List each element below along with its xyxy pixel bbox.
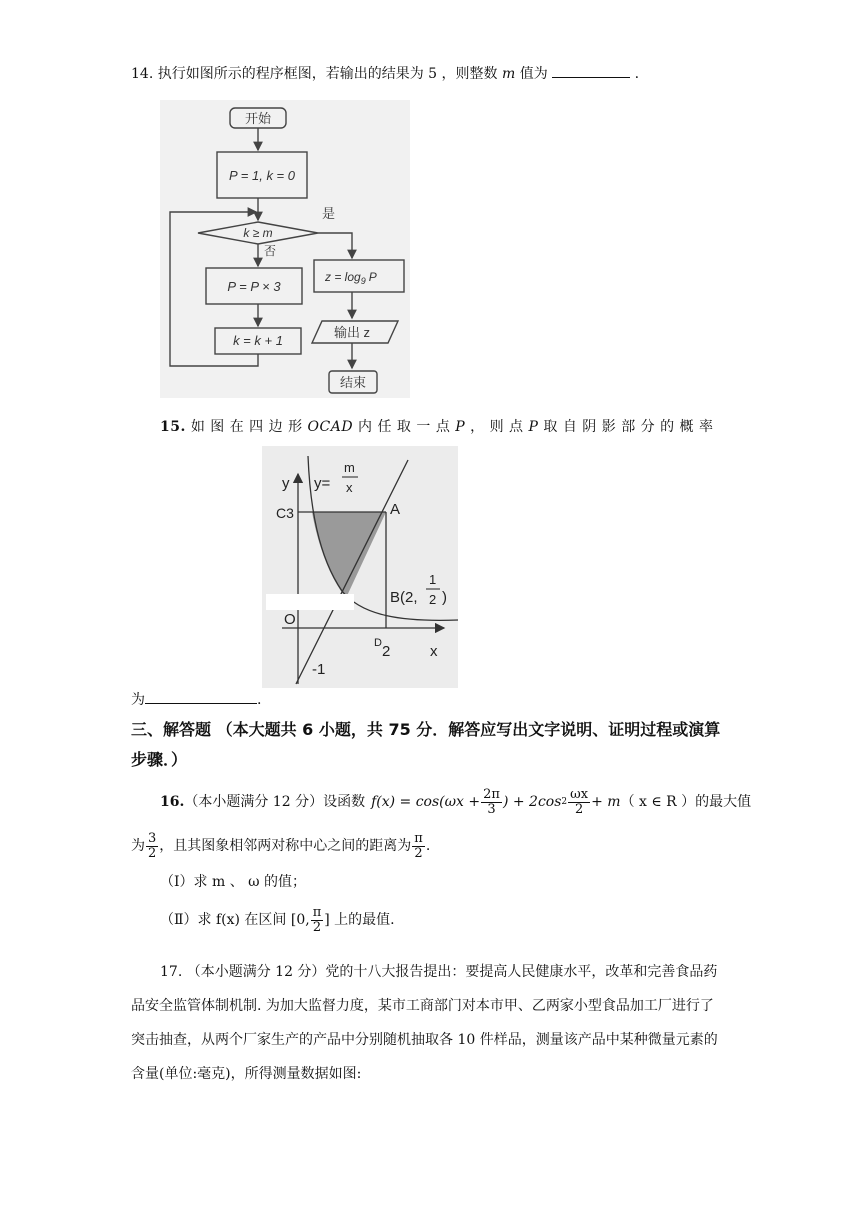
flow-start-label: 开始 <box>244 111 272 126</box>
q15-end: . <box>257 692 262 708</box>
q15-text-b: 内 任 取 一 点 <box>358 419 451 435</box>
graph-b-label: B(2, <box>390 589 418 606</box>
section3-desc-line2: 步骤．） <box>131 750 188 769</box>
flow-init-label: P = 1, k = 0 <box>228 168 296 183</box>
graph-y-label: y <box>282 475 290 492</box>
q16-frac3: $\frac{3}{2}$ <box>148 830 157 861</box>
q16-line2-end: . <box>425 838 431 854</box>
q16-func-c: + m <box>591 794 621 810</box>
q17-line3: 突击抽查，从两个厂家生产的产品中分别随机抽取各 10 件样品，测量该产品中某种微量元素的 <box>131 1032 718 1048</box>
graph-b-close: ) <box>442 589 447 606</box>
q14-answer-blank <box>552 77 630 78</box>
flow-step1-label: P = P × 3 <box>227 279 281 294</box>
q16-line2-b: ，且其图象相邻两对称中心之间的距离为 <box>159 838 412 854</box>
flow-yes-label: 是 <box>322 206 336 221</box>
graph-d-label: D <box>374 637 382 649</box>
q16-part2-a: （Ⅱ）求 f(x) 在区间 [0, <box>160 912 310 928</box>
q14-text <box>131 64 639 84</box>
q17-line1: 17. （本小题满分 12 分）党的十八大报告提出：要提高人民健康水平，改革和完善食品药 <box>160 964 718 980</box>
q14-end: . <box>634 66 640 82</box>
q15-answer-blank <box>145 703 257 704</box>
graph-curve-den: x <box>346 480 353 495</box>
q15-point: P <box>455 419 466 435</box>
q15-text <box>160 417 714 437</box>
graph-minus-one: -1 <box>312 661 326 678</box>
graph-b-den: 2 <box>429 592 437 607</box>
q15-number: 15. <box>160 419 186 435</box>
q14-text-a: 执行如图所示的程序框图，若输出的结果为 <box>157 66 424 82</box>
q15-text-d: 取 自 阴 影 部 分 的 概 率 <box>543 419 714 435</box>
q16-frac1: $\frac{2\pi}{3}$ <box>483 786 500 817</box>
flow-calc-label: $z = \log_9 P$ <box>325 270 377 286</box>
q15-point-2: P <box>528 419 539 435</box>
q14-text-c: 值为 <box>519 66 548 82</box>
graph-b-num: 1 <box>429 572 437 587</box>
graph-c-label: C3 <box>276 505 294 521</box>
q16-number: 16. <box>160 794 185 810</box>
q17-line4: 含量(单位:毫克)，所得测量数据如图: <box>131 1066 362 1082</box>
q16-frac5: $\frac{\pi}{2}$ <box>312 904 322 935</box>
q16-part1: （Ⅰ）求 m 、 ω 的值； <box>160 874 307 890</box>
flow-step2-label: k = k + 1 <box>233 333 283 348</box>
q14-var: m <box>502 66 516 82</box>
q16-func-b: ) + 2cos <box>502 794 562 810</box>
label-patch <box>266 594 354 610</box>
q15-text-a: 如 图 在 四 边 形 <box>190 419 303 435</box>
flow-no-label: 否 <box>264 244 277 258</box>
q16-sup: 2 <box>561 797 568 807</box>
graph-d-value: 2 <box>382 643 391 660</box>
q16-line2-a: 为 <box>131 838 145 854</box>
q16-line1 <box>160 786 751 818</box>
graph-a-label: A <box>390 501 401 518</box>
flow-output-label: 输出 z <box>333 325 371 340</box>
q16-part2 <box>160 902 395 938</box>
q14-number: 14. <box>131 66 154 82</box>
section3-heading <box>131 718 720 742</box>
q16-part2-b: ] 上的最值. <box>324 912 395 928</box>
section3-desc: （本大题共 6 小题，共 75 分．解答应写出文字说明、证明过程或演算 <box>216 720 721 739</box>
flow-cond-label: k ≥ m <box>243 226 273 240</box>
q16-frac4: $\frac{\pi}{2}$ <box>414 830 423 861</box>
graph-x-label: x <box>430 643 438 660</box>
section3-title: 三、解答题 <box>131 720 212 739</box>
flow-end-label: 结束 <box>339 375 367 390</box>
q16-frac2: $\frac{\omega x}{2}$ <box>570 786 589 817</box>
graph-origin-label: O <box>284 611 296 628</box>
region-graph-figure <box>262 446 458 688</box>
q15-text-c: ， 则 点 <box>470 419 524 435</box>
q15-suffix: 为 <box>131 692 145 708</box>
q15-answer-line <box>131 690 261 710</box>
q16-line2 <box>131 830 430 862</box>
q14-text-b: ，则整数 <box>441 66 498 82</box>
q16-score: （本小题满分 12 分）设函数 <box>184 794 366 810</box>
q15-shape: OCAD <box>307 419 354 435</box>
q14-value: 5 <box>428 66 438 82</box>
graph-curve-num: m <box>344 460 355 475</box>
q16-func-a: f(x) = cos(ωx + <box>371 794 481 810</box>
q17-line2: 品安全监管体制机制. 为加大监督力度，某市工商部门对本市甲、乙两家小型食品加工厂进行了 <box>131 998 714 1014</box>
graph-curve-label: y= <box>314 475 331 492</box>
flowchart-figure <box>160 100 410 398</box>
q16-domain: （ x ∈ R ）的最大值 <box>620 794 752 810</box>
